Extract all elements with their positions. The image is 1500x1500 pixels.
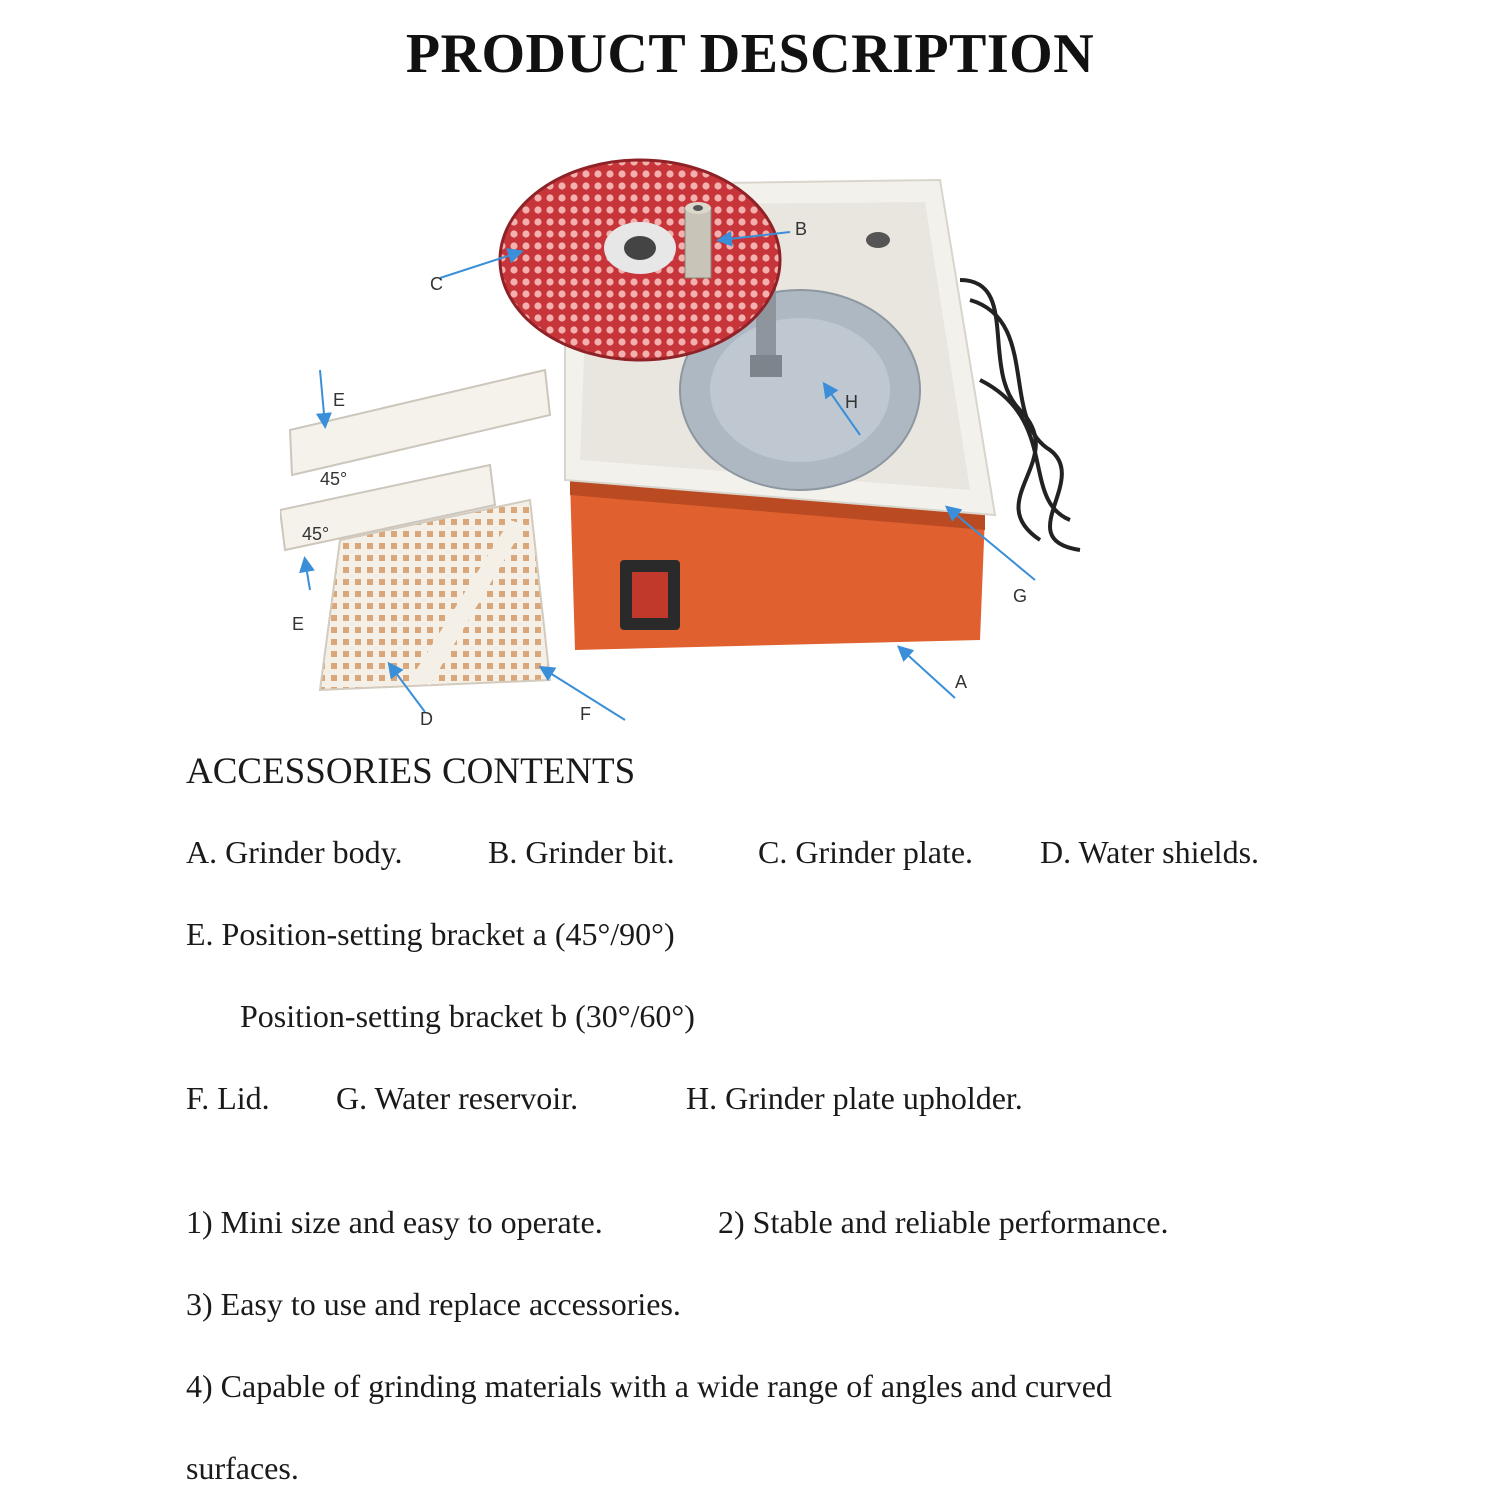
accessory-item: A. Grinder body. — [186, 834, 403, 870]
accessories-heading: ACCESSORIES CONTENTS — [186, 751, 636, 792]
callout-a: A — [955, 672, 968, 692]
callout-c: C — [430, 274, 443, 294]
callout-g: G — [1013, 586, 1028, 606]
grinder-bit — [685, 202, 711, 278]
callout-d: D — [420, 709, 433, 729]
callout-b: B — [795, 219, 808, 239]
feature-item: 3) Easy to use and replace accessories. — [186, 1286, 681, 1322]
accessory-item: C. Grinder plate. — [758, 834, 974, 870]
accessory-item: D. Water shields. — [1040, 834, 1260, 870]
callout-e-top: E — [333, 390, 346, 410]
feature-item: 4) Capable of grinding materials with a wide range of angles and curved — [186, 1368, 1112, 1404]
feature-item: 2) Stable and reliable performance. — [718, 1204, 1169, 1240]
accessory-item: Position-setting bracket b (30°/60°) — [240, 998, 695, 1034]
accessory-item: F. Lid. — [186, 1080, 270, 1116]
accessory-item: B. Grinder bit. — [488, 834, 675, 870]
feature-item-continued: surfaces. — [186, 1450, 299, 1486]
page-title: PRODUCT DESCRIPTION — [405, 23, 1095, 85]
accessory-item: E. Position-setting bracket a (45°/90°) — [186, 916, 675, 952]
product-photo — [280, 120, 1100, 740]
feature-item: 1) Mini size and easy to operate. — [186, 1204, 603, 1240]
callout-f: F — [580, 704, 591, 724]
accessory-item: G. Water reservoir. — [336, 1080, 579, 1116]
bracket-angle-label: 45° — [320, 469, 348, 489]
callout-e-bottom: E — [292, 614, 305, 634]
grinder-plate — [500, 160, 780, 360]
bracket-angle-label: 45° — [302, 524, 330, 544]
accessory-item: H. Grinder plate upholder. — [686, 1080, 1023, 1116]
callout-h: H — [845, 392, 858, 412]
